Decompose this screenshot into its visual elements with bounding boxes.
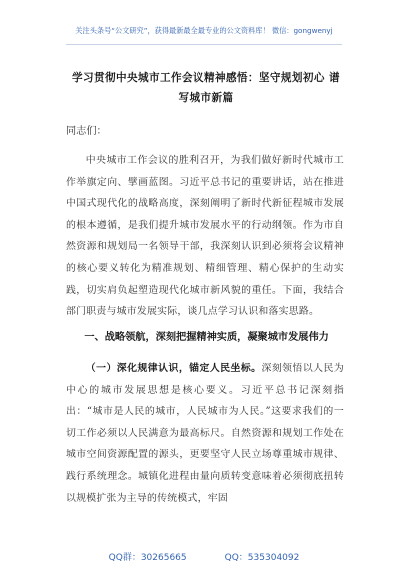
subsection-heading-1: （一）深化规律认识，锚定人民坐标。 (85, 363, 262, 374)
footer-qq: QQ：535304092 (224, 553, 300, 563)
subsection-body-1: 深刻领悟以人民为中心的城市发展思想是核心要义。习近平总书记深刻指出：“城市是人民的城市，人民城市为人民。”这要求我们的一切工作必须以人民满意为最高标尺。自然资源和规划工作处在城市空间资源配置的源头，更要坚守人民立场尊重城市规律、践行系统理念。城镇化进程由量向质转变意味着必须彻底扭转以规模扩张为主导的传统模式，牢固 (66, 363, 344, 504)
header-divider (66, 44, 342, 45)
salutation: 同志们： (66, 126, 107, 137)
paragraph-intro: 中央城市工作会议的胜利召开，为我们做好新时代城市工作举旗定向、擘画蓝图。习近平总书记的重要讲话，站在推进中国式现代化的战略高度，深刻阐明了新时代新征程城市发展的根本遵循，是我们提升城市发展水平的行动纲领。作为市自然资源和规划局一名领导干部，我深刻认识到必须将会议精神的核心要义转化为精准规划、精细管理、精心保护的生动实践，切实肩负起塑造现代化城市新风貌的重任。下面，我结合部门职责与城市发展实际，谈几点学习认识和落实思路。 (66, 155, 344, 318)
paragraph-subsection-1 (66, 358, 344, 509)
header-banner: 关注头条号“公文研究”，获得最新最全最专业的公文资料库！ 微信：gongwenyj (75, 26, 333, 35)
footer-contact (0, 550, 408, 563)
footer-qq-group: QQ群：30265665 (108, 553, 187, 563)
section-heading-1: 一、战略领航，深刻把握精神实质，凝聚城市发展伟力 (84, 332, 329, 343)
document-title: 学习贯彻中央城市工作会议精神感悟：坚守规划初心 谱写城市新篇 (72, 72, 340, 104)
